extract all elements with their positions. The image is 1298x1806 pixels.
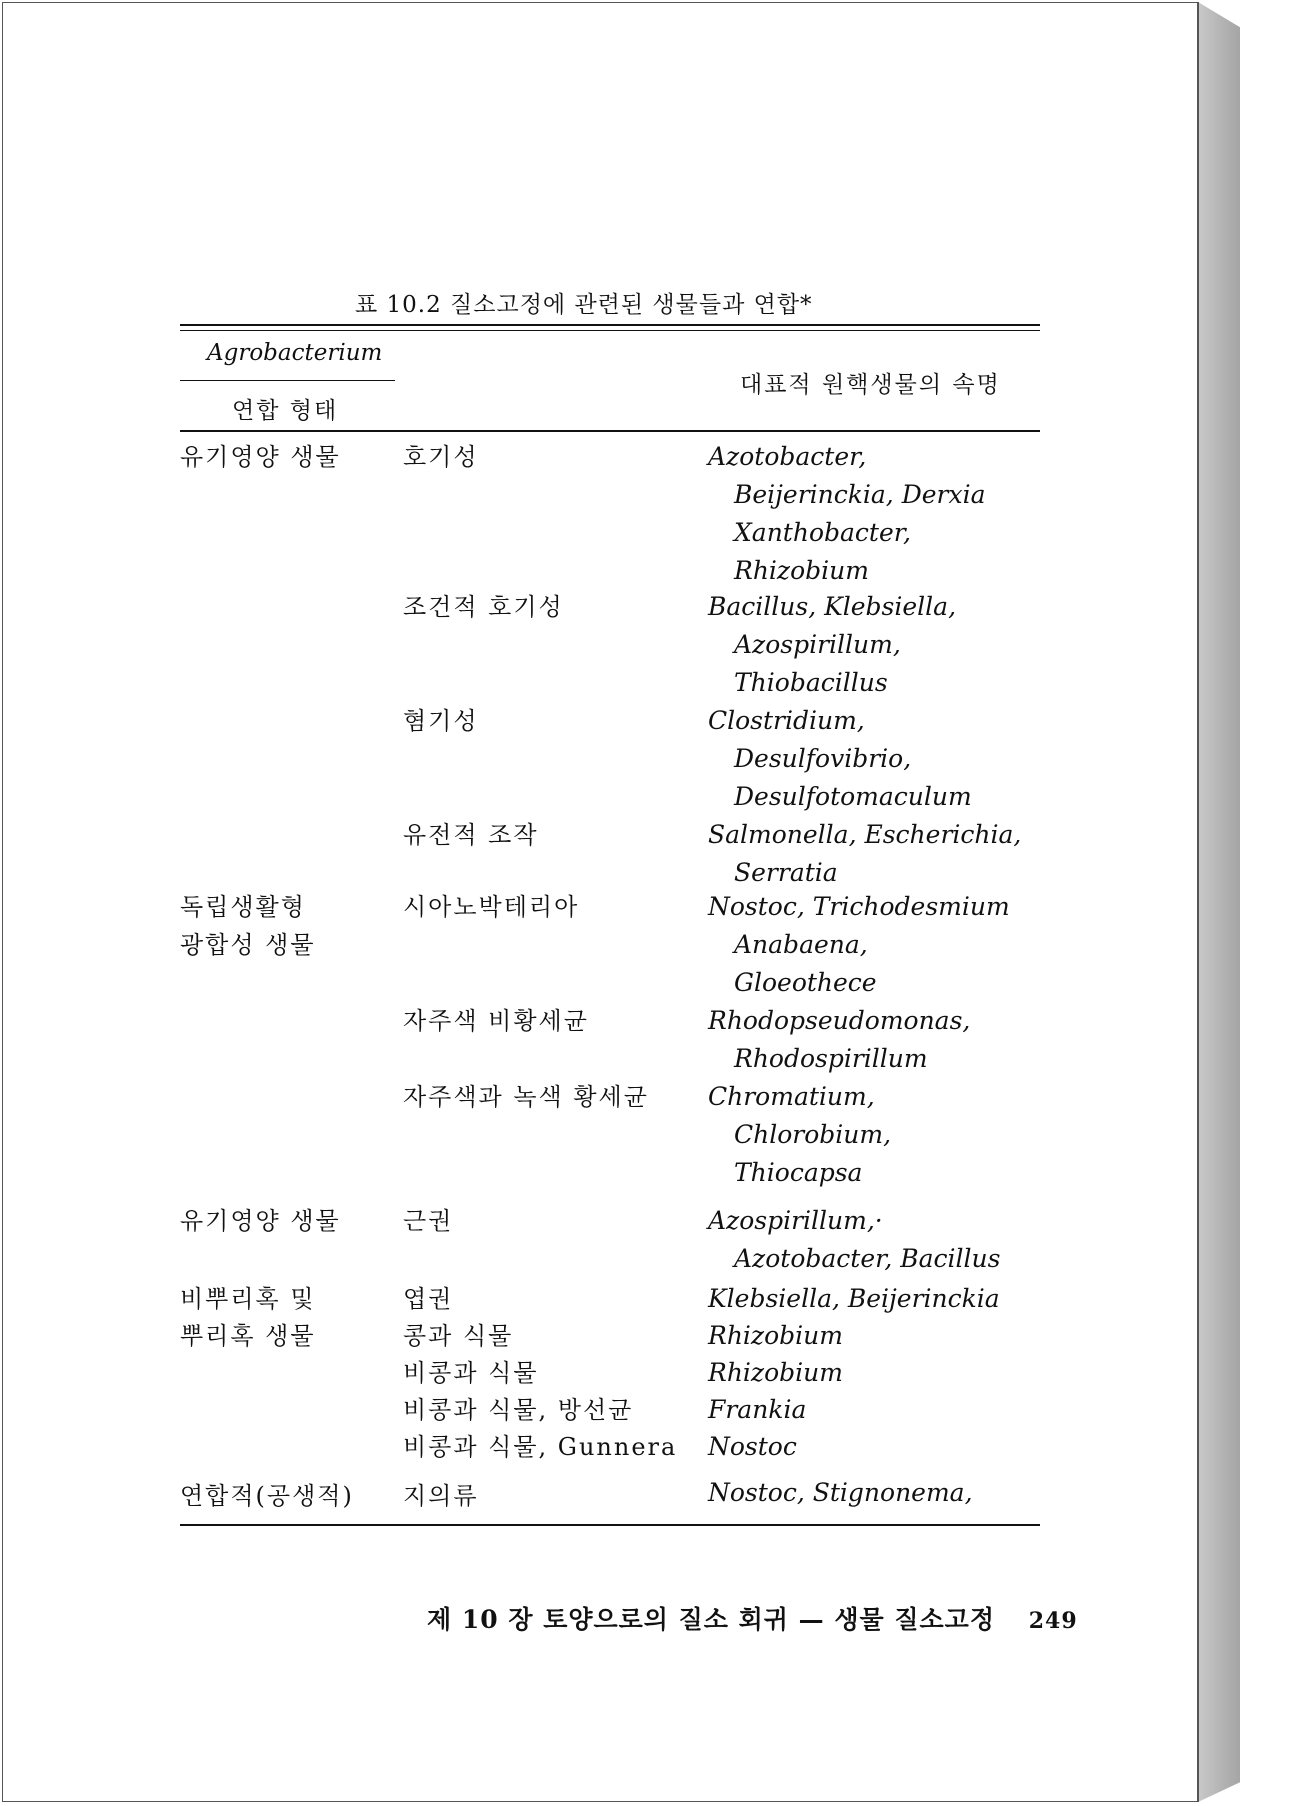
genus-line: Rhizobium: [708, 1321, 843, 1350]
group-label: 비뿌리혹 및: [180, 1285, 316, 1313]
table-caption: 표 10.2 질소고정에 관련된 생물들과 연합*: [355, 292, 813, 318]
page-number: 249: [1028, 1608, 1078, 1634]
genus-line: Nostoc, Trichodesmium: [708, 892, 1010, 921]
genera-cell: [708, 1280, 1000, 1318]
type-label: 유전적 조작: [403, 821, 539, 849]
genus-line: Nostoc: [708, 1432, 797, 1461]
genus-line: Anabaena,: [734, 930, 868, 959]
type-label: 호기성: [403, 443, 479, 471]
type-label: 비콩과 식물, 방선균: [403, 1396, 634, 1424]
header-left-top: Agrobacterium: [207, 340, 383, 366]
genera-cell: [708, 588, 956, 702]
group-label: 독립생활형: [180, 893, 306, 921]
type-label: 비콩과 식물: [403, 1359, 539, 1387]
genus-line: Serratia: [734, 858, 838, 887]
page-edge-line: [1198, 2, 1199, 1802]
genus-line: Salmonella, Escherichia,: [708, 820, 1022, 849]
genera-cell: [708, 1391, 806, 1429]
page-stack-edge: [1198, 2, 1240, 1802]
genera-cell: [708, 1202, 1000, 1278]
running-footer: [427, 1600, 1078, 1636]
table-top-rule: [180, 324, 1040, 326]
genera-cell: [708, 888, 1010, 1002]
genus-line: Desulfotomaculum: [734, 782, 972, 811]
header-sub-rule: [180, 380, 395, 381]
genus-line: Rhodospirillum: [734, 1044, 928, 1073]
genera-cell: [708, 1002, 970, 1078]
group-label: 연합적(공생적): [180, 1482, 354, 1510]
header-bottom-rule: [180, 430, 1040, 432]
genera-cell: [708, 816, 1021, 892]
genus-line: Chlorobium,: [734, 1120, 892, 1149]
table-bottom-rule: [180, 1524, 1040, 1526]
header-right: 대표적 원핵생물의 속명: [740, 372, 1001, 398]
group-label: 유기영양 생물: [180, 1207, 341, 1235]
genera-cell: [708, 438, 986, 590]
type-label: 자주색과 녹색 황세균: [403, 1083, 649, 1111]
genera-cell: [708, 1474, 973, 1512]
genus-line: Chromatium,: [708, 1082, 875, 1111]
type-label: 근권: [403, 1207, 454, 1235]
genus-line: Frankia: [708, 1395, 807, 1424]
genus-line: Klebsiella, Beijerinckia: [708, 1284, 1000, 1313]
type-label: 조건적 호기성: [403, 593, 564, 621]
genus-line: Rhodopseudomonas,: [708, 1006, 971, 1035]
genus-line: Azospirillum,: [734, 630, 901, 659]
header-left-bottom: 연합 형태: [232, 398, 339, 424]
genus-line: Gloeothece: [734, 968, 877, 997]
group-label: 뿌리혹 생물: [180, 1322, 316, 1350]
genera-cell: [708, 1317, 843, 1355]
genus-line: Desulfovibrio,: [734, 744, 912, 773]
type-label: 지의류: [403, 1482, 479, 1510]
type-label: 혐기성: [403, 707, 479, 735]
genus-line: Rhizobium: [734, 556, 869, 585]
type-label: 자주색 비황세균: [403, 1007, 589, 1035]
table-top-rule-thin: [180, 330, 1040, 331]
genus-line: Azotobacter, Bacillus: [734, 1244, 1001, 1273]
genus-line: Azospirillum,·: [708, 1206, 883, 1235]
genera-cell: [708, 1078, 891, 1192]
type-label: 콩과 식물: [403, 1322, 514, 1350]
genera-cell: [708, 1428, 797, 1466]
type-label: 비콩과 식물, Gunnera: [403, 1433, 678, 1461]
type-label: 엽권: [403, 1285, 454, 1313]
genus-line: Rhizobium: [708, 1358, 843, 1387]
genera-cell: [708, 1354, 843, 1392]
genus-line: Beijerinckia, Derxia: [734, 480, 986, 509]
genera-cell: [708, 702, 972, 816]
genus-line: Thiocapsa: [734, 1158, 863, 1187]
group-label-2: 광합성 생물: [180, 931, 316, 959]
genus-line: Clostridium,: [708, 706, 865, 735]
genus-line: Nostoc, Stignonema,: [708, 1478, 973, 1507]
genus-line: Xanthobacter,: [734, 518, 911, 547]
genus-line: Azotobacter,: [708, 442, 867, 471]
group-label: 유기영양 생물: [180, 443, 341, 471]
type-label: 시아노박테리아: [403, 893, 580, 921]
chapter-title: 제 10 장 토양으로의 질소 회귀 — 생물 질소고정: [427, 1605, 995, 1634]
genus-line: Thiobacillus: [734, 668, 888, 697]
genus-line: Bacillus, Klebsiella,: [708, 592, 957, 621]
